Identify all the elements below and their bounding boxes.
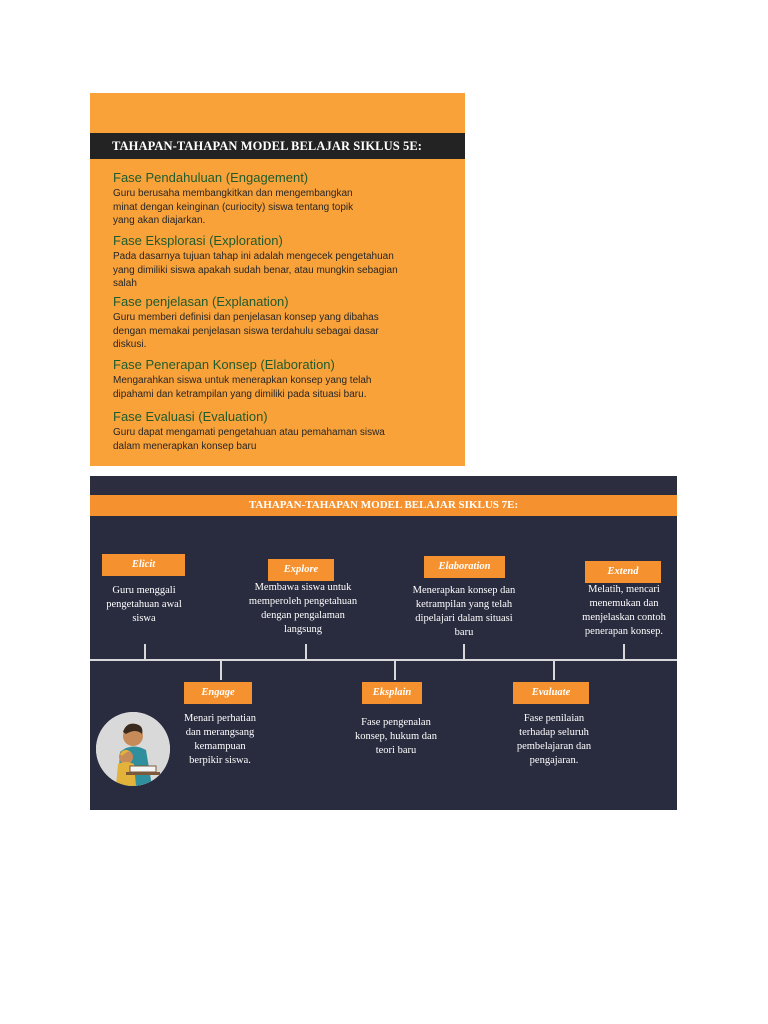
stage-desc-evaluate: Fase penilaian terhadap seluruh pembelajaran dan pengajaran.: [516, 713, 592, 766]
phase-title: Fase Penerapan Konsep (Elaboration): [113, 357, 335, 372]
timeline-tick: [553, 660, 555, 680]
phase-title: Fase Evaluasi (Evaluation): [113, 409, 268, 424]
timeline-tick: [305, 644, 307, 660]
timeline-tick: [623, 644, 625, 660]
phase-title: Fase penjelasan (Explanation): [113, 294, 289, 309]
stage-label-engage: Engage: [184, 682, 252, 704]
stage-label-extend: Extend: [585, 561, 661, 583]
phase-title: Fase Eksplorasi (Exploration): [113, 233, 283, 248]
timeline-line: [90, 659, 677, 661]
teacher-student-icon: [96, 712, 170, 786]
stage-desc-eksplain: Fase pengenalan konsep, hukum dan teori baru: [355, 717, 437, 756]
timeline-tick: [144, 644, 146, 660]
top-strip: [90, 476, 677, 494]
phase-desc: Pada dasarnya tujuan tahap ini adalah mengecek pengetahuan yang dimiliki siswa apakah sudah benar, atau mungkin sebagian salah: [113, 251, 398, 289]
phase-exploration: [113, 233, 458, 291]
stage-desc-engage: Menari perhatian dan merangsang kemampuan berpikir siswa.: [183, 713, 256, 766]
siklus-7e-panel: [90, 476, 677, 810]
stage-desc-elicit: Guru menggali pengetahuan awal siswa: [106, 585, 182, 624]
phase-desc: Guru berusaha membangkitkan dan mengembangkan minat dengan keinginan (curiocity) siswa tentang topik yang akan diajarkan.: [113, 188, 354, 226]
stage-desc-elaboration: Menerapkan konsep dan ketrampilan yang telah dipelajari dalam situasi baru: [412, 585, 516, 638]
stage-label-eksplain: Eksplain: [362, 682, 422, 704]
phase-elaboration: [113, 357, 458, 401]
phase-desc: Mengarahkan siswa untuk menerapkan konsep yang telah dipahami dan ketrampilan yang dimiliki pada situasi baru.: [113, 375, 372, 400]
stage-desc-extend: Melatih, mencari menemukan dan menjelaskan contoh penerapan konsep.: [582, 584, 666, 637]
timeline-tick: [463, 644, 465, 660]
phase-desc: Guru memberi definisi dan penjelasan konsep yang dibahas dengan memakai penjelasan siswa terdahulu sebagai dasar diskusi.: [113, 312, 379, 350]
siklus-5e-panel: [90, 93, 465, 466]
stage-label-elaboration: Elaboration: [424, 556, 505, 578]
timeline-tick: [220, 660, 222, 680]
phase-title: Fase Pendahuluan (Engagement): [113, 170, 309, 185]
stage-label-evaluate: Evaluate: [513, 682, 589, 704]
stage-label-elicit: Elicit: [102, 554, 185, 576]
phase-explanation: [113, 294, 458, 352]
stage-desc-explore: Membawa siswa untuk memperoleh pengetahuan dengan pengalaman langsung: [248, 582, 358, 635]
phase-evaluation: [113, 409, 458, 453]
siklus-7e-title: TAHAPAN-TAHAPAN MODEL BELAJAR SIKLUS 7E:: [90, 495, 677, 516]
phase-desc: Guru dapat mengamati pengetahuan atau pemahaman siswa dalam menerapkan konsep baru: [113, 427, 385, 452]
siklus-5e-title: TAHAPAN-TAHAPAN MODEL BELAJAR SIKLUS 5E:: [90, 133, 465, 159]
stage-label-explore: Explore: [268, 559, 334, 581]
timeline-tick: [394, 660, 396, 680]
phase-engagement: [113, 170, 458, 228]
teacher-student-illustration: [96, 712, 170, 786]
